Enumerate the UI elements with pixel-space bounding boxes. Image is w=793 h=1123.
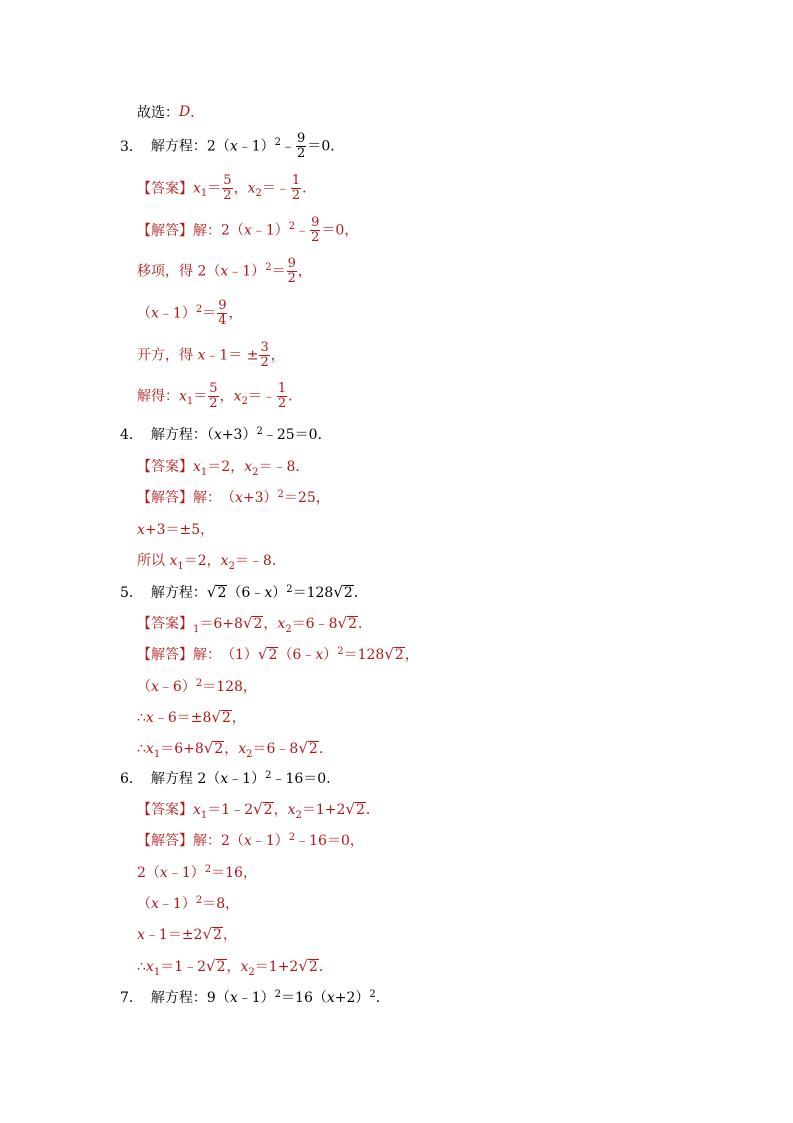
intro-answer: D	[179, 104, 191, 120]
q6-number: 6．	[120, 771, 143, 787]
q3-answer-label: 【答案】	[137, 181, 193, 197]
intro-text: 故选：	[137, 105, 179, 121]
q3-jie: 解：	[193, 223, 221, 239]
q6-sol-3: （x﹣1）$^2$＝8，	[137, 895, 240, 912]
q3-number: 3．	[120, 139, 143, 155]
q4-number: 4．	[120, 427, 143, 443]
q4-sol-1: 【解答】 解： $(x+3)^2=25$，	[137, 489, 330, 506]
q5-sol-2: （x﹣6）$^2$＝128，	[137, 678, 257, 695]
q5-answer-label: 【答案】	[137, 616, 193, 632]
q6-sol-1: 【解答】 解： 2（x﹣1）$^2$﹣16＝0，	[137, 832, 364, 849]
q3-solution-label: 【解答】	[137, 223, 193, 239]
q6-answer: 【答案】 $x_1=1﹣2$ √ 2 ，$x_2=1+2$ √ 2 ．	[137, 800, 380, 821]
q6-jie: 解：	[193, 833, 221, 849]
q3-sol-3: （x﹣1）$^2$＝ $\frac{9}{4}$ ，	[137, 297, 243, 328]
q4-jie: 解：	[193, 490, 221, 506]
q5-sol-1: 【解答】 解： （1） √ 2 （6﹣x）$^2$＝128 √ 2 ，	[137, 645, 419, 663]
q5-answer: 【答案】 $_1$＝6+8 √ 2 ，$x_2=6﹣8$ √ 2 ．	[137, 614, 372, 635]
q5-number: 5．	[120, 585, 143, 601]
q5-sol-4: $\therefore x_1=6+8$ √ 2 ，$x_2=6﹣8$ √ 2 ．	[137, 739, 333, 760]
q4-answer: 【答案】 $x_1=2$，$x_2=﹣8$．	[137, 446, 309, 486]
intro-end: ．	[190, 105, 205, 121]
q4-sol-2: x+3＝±5，	[137, 522, 215, 538]
q6-sol-2: 2（x﹣1）$^2$＝16，	[137, 864, 257, 881]
q7-stem: 7． 解方程：$9(x﹣1)^2=16(x+2)^2$．	[120, 989, 390, 1006]
q5-sol-3: ∴x﹣6＝±8 √ 2 ，	[137, 708, 246, 726]
q5-solution-label: 【解答】	[137, 647, 193, 663]
q6-stem: 6． 解方程 2（x﹣1）$^2$﹣16＝0．	[120, 770, 341, 787]
q4-answer-label: 【答案】	[137, 459, 193, 475]
q3-sol-1: 【解答】 解： 2（x﹣1）$^2$﹣ $\frac{9}{2}$ ＝0，	[137, 214, 359, 245]
q7-number: 7．	[120, 990, 143, 1006]
q3-sol-4: 开方，得 x﹣1＝ ± $\frac{3}{2}$ ，	[137, 339, 285, 370]
q5-stem: 5． 解方程： √ 2 （6﹣x）$^2$＝128 √ 2 ．	[120, 583, 368, 601]
q4-stem: 4． 解方程：$(x+3)^2﹣25=0$．	[120, 426, 332, 443]
q3-sol-5: 解得：$x_1=$ $\frac{5}{2}$ ，$x_2=﹣$ $\frac{1}{2}$ ．	[137, 380, 303, 411]
q6-sol-4: x﹣1＝±2 √ 2 ，	[137, 925, 237, 943]
q4-solution-label: 【解答】	[137, 490, 193, 506]
q5-jie: 解：	[193, 647, 221, 663]
q6-sol-5: $\therefore x_1=1﹣2$ √ 2 ，$x_2=1+2$ √ 2 ．	[137, 957, 333, 978]
q6-solution-label: 【解答】	[137, 833, 193, 849]
q6-answer-label: 【答案】	[137, 802, 193, 818]
q4-sol-3: 所以 $x_1=2$，$x_2=﹣8$．	[137, 553, 286, 572]
q3-answer: 【答案】 $x_1=$ $\frac{5}{2}$ ，$x_2=﹣$ $\frac{1}{2}$ ．	[137, 172, 317, 203]
q3-sol-2: 移项，得 2（x﹣1）$^2$＝ $\frac{9}{2}$ ，	[137, 255, 312, 286]
q3-stem: 3． 解方程：2（x﹣1）$^2$﹣ $\frac{9}{2}$ ＝0．	[120, 130, 345, 161]
